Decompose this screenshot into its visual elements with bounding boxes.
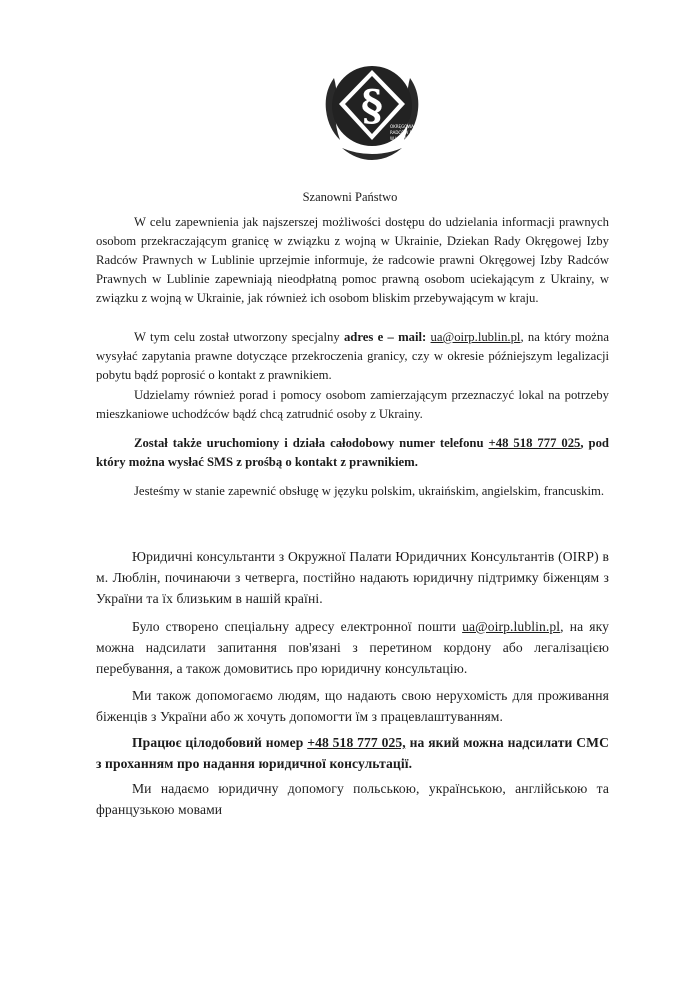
pl-paragraph-4: Został także uruchomiony i działa całodobowy numer telefonu +48 518 777 025, pod który można wysłać SMS z prośbą o kontakt z prawnikiem. bbox=[96, 436, 609, 469]
ua-paragraph-2: Було створено спеціальну адресу електронної пошти ua@oirp.lublin.pl, на яку можна надсилати запитання пов'язані з перетином кордону або легалізацією перебування, а також домовитись про юридичну консультацію. bbox=[96, 619, 609, 676]
ua-phone-link[interactable]: +48 518 777 025, bbox=[307, 735, 406, 750]
bar-association-seal-icon bbox=[312, 48, 432, 168]
ua-paragraph-3: Ми також допомогаємо людям, що надають свою нерухомість для проживання біженців з України або ж хочуть допомогти їм з працевлаштуванням. bbox=[96, 688, 609, 724]
seal-text-1: OKRĘGOWA IZBA bbox=[390, 124, 425, 129]
pl-paragraph-1: W celu zapewnienia jak najszerszej możliwości dostępu do udzielania informacji prawnych osobom przekraczającym granicę w związku z wojną w Ukrainie, Dziekan Rady Okręgowej Izby Radców Prawnych w Lublinie uprzejmie informuje, że radcowie prawni Okręgowej Izby Radców Prawnych w Lublinie zapewniają nieodpłatną pomoc prawną osobom uciekającym z Ukrainy, w związku z wojną w Ukrainie, jak również ich osobom bliskim przebywającym w kraju. bbox=[96, 215, 609, 305]
greeting: Szanowni Państwo bbox=[302, 190, 398, 204]
pl-phone-link[interactable]: +48 518 777 025 bbox=[488, 436, 581, 450]
seal-text-2: RADCÓW PRAWNYCH bbox=[390, 130, 432, 135]
ua-email-link[interactable]: ua@oirp.lublin.pl bbox=[462, 619, 561, 634]
pl-paragraph-5: Jesteśmy w stanie zapewnić obsługę w języku polskim, ukraińskim, angielskim, francuskim. bbox=[134, 484, 605, 498]
seal-text-3: W LUBLINIE bbox=[390, 136, 414, 141]
pl-paragraph-2: W tym celu został utworzony specjalny adres e – mail: ua@oirp.lublin.pl, na który można wysyłać zapytania prawne dotyczące przekroczenia granicy, czy w okresie późniejszym legalizacji pobytu bądź poprosić o kontakt z prawnikiem. bbox=[96, 330, 609, 382]
ua-paragraph-1: Юридичні консультанти з Окружної Палати Юридичних Консультантів (OIRP) в м. Люблін, починаючи з четверга, постійно надають юридичну підтримку біженцям з України та їх близьким в нашій країні. bbox=[96, 549, 609, 606]
section-sign: § bbox=[361, 81, 383, 130]
pl-paragraph-3: Udzielamy również porad i pomocy osobom zamierzającym przeznaczyć lokal na potrzeby mieszkaniowe uchodźców bądź chcą zatrudnić osoby z Ukrainy. bbox=[96, 388, 609, 421]
pl-email-link[interactable]: ua@oirp.lublin.pl bbox=[430, 330, 521, 344]
ua-paragraph-4: Працює цілодобовий номер +48 518 777 025, на який можна надсилати СМС з проханням про надання юридичної консультації. bbox=[96, 735, 609, 771]
ua-paragraph-5: Ми надаємо юридичну допомогу польською, українською, англійською та французькою мовами bbox=[96, 781, 609, 817]
